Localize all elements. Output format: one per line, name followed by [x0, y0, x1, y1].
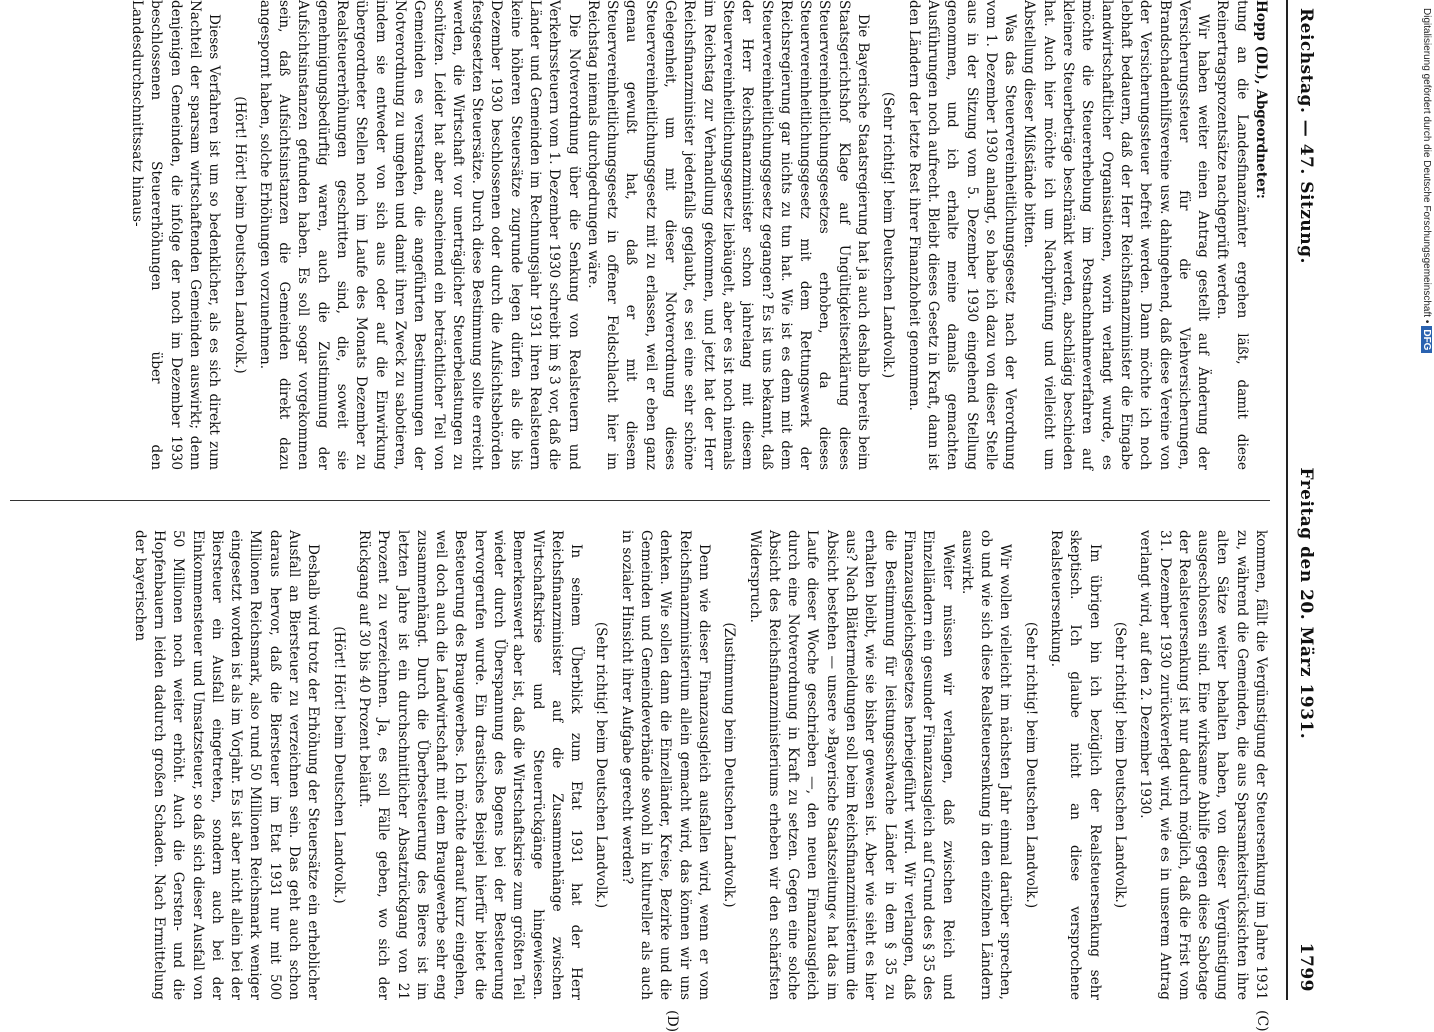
paragraph: In seinem Überblick zum Etat 1931 hat der Herr Reichsfinanzminister auf die Zusammenhänge zwischen Wirtschaftskrise und Steuerrückgänge hingewiesen. Bemerkenswert aber ist, daß die Wirtschaftskrise zum größten Teil wieder durch Überspannung des Bogens bei der Besteuerung hervorgerufen wurde. Ein drastisches Beispiel hierfür bietet die Besteuerung des Braugewerbes. Ich möchte darauf kurz eingehen, weil doch auch die Landwirtschaft mit dem Braugewerbe sehr eng zusammenhängt. Durch die Überbesteuerung des Bieres ist im letzten Jahre ist ein durchschnittlicher Absatzrückgang von 21 Prozent zu verzeichnen. Ja, es soll Fälle geben, wo sich der Rückgang auf 30 bis 40 Prozent beläuft. — [355, 530, 585, 1000]
paragraph: tung an die Landesfinanzämter ergehen läßt, damit diese Reinertragsprozentsätze nachgeprüft werden. — [1214, 0, 1250, 470]
credit-label: Digitalisierung gefördert durch die Deutsche Forschungsgemeinschaft • — [1421, 8, 1432, 324]
interjection: (Sehr richtig! beim Deutschen Landvolk.) — [1022, 621, 1039, 909]
interjection: (Zustimmung beim Deutschen Landvolk.) — [721, 622, 738, 908]
dfg-logo: DFG — [1421, 326, 1432, 353]
paragraph: Weiter müssen wir verlangen, daß zwischen Reich und Einzelländern ein gesunder Finanzausgleich auf Grund des § 35 des Finanzausgleichsgesetzes herbeigeführt wird. Wir verlangen, daß die Bestimmung für leistungsschwache Länder in dem § 35 zu erhalten bleibt, wie sie bisher gewesen ist. Aber wie sieht es hier aus? Nach Blättermeldungen soll beim Reichsfinanzministerium die Absicht bestehen — unsere »Bayerische Staatszeitung« hat das im Laufe dieser Woche geschrieben —, den neuen Finanzausgleich durch eine Notverordnung in Kraft zu setzen. Gegen eine solche Absicht des Reichsfinanzministeriums erheben wir den schärfsten Widerspruch. — [746, 530, 956, 1000]
paragraph: Die Notverordnung über die Senkung von Realsteuern und Verkehrssteuern vom 1. Dezember 1930 schreibt im § 3 vor, daß die Länder und Gemeinden im Rechnungsjahr 1931 ihren Realsteuern keine höheren Steuersätze zugrunde legen dürfen als die bis Dezember 1930 beschlossenen oder durch die Aufsichtsbehörden festgesetzten Steuersätze. Durch diese Bestimmung sollte erreicht werden, die Wirtschaft vor unerträglicher Steuerbelastungen zu schützen. Leider hat aber anscheinend ein beträchtlicher Teil von Gemeinden es verstanden, die angeführten Bestimmungen der Notverordnung zu umgehen und damit ihren Zweck zu sabotieren, indem sie entweder von sich aus oder auf die Einwirkung übergeordneter Stellen noch im Laufe des Monats Dezember zu Realsteuererhöhungen geschritten sind, die, soweit sie genehmigungsbedürftig waren, auch die Zustimmung der Aufsichtsinstanzen gefunden haben. Es soll sogar vorgekommen sein, daß Aufsichtsinstanzen die Gemeinden direkt dazu angespornt haben, solche Erhöhungen vorzunehmen. — [256, 0, 582, 470]
header-left: Reichstag. — 47. Sitzung. — [1296, 8, 1316, 264]
paragraph: Wir wollen vielleicht im nächsten Jahr einmal darüber sprechen, ob und wie sich diese Realsteuersenkung in den einzelnen Ländern auswirkt. — [958, 530, 1014, 1000]
margin-marker-c: (C) — [1254, 1010, 1270, 1032]
interjection: (Sehr richtig! beim Deutschen Landvolk.) — [880, 91, 897, 379]
credit-text — [1421, 8, 1432, 988]
paragraph: Dieses Verfahren ist um so bedenklicher, als es sich direkt zum Nachteil der sparsam wirtschaftenden Gemeinden auswirkt; denn denjenigen Gemeinden, die infolge der noch im Dezember 1930 beschlossenen Steuererhöhungen über den Landesdurchschnittssatz hinaus- — [129, 0, 223, 470]
interjection: (Hört! Hört! beim Deutschen Landvolk.) — [330, 626, 347, 904]
interjection: (Sehr richtig! beim Deutschen Landvolk.) — [593, 621, 610, 909]
page-number: 1799 — [1296, 942, 1316, 992]
margin-marker-d: (D) — [664, 1010, 680, 1032]
left-column — [127, 0, 1270, 470]
paragraph: Denn wie dieser Finanzausgleich ausfallen wird, wenn er vom Reichsfinanzministerium allein gemacht wird, das können wir uns denken. Wie sollen dann die Einzelländer, Kreise, Bezirke und die Gemeinden und Gemeindeverbände sowohl in kultureller als auch in sozialer Hinsicht ihrer Aufgabe gerecht werden? — [618, 530, 712, 1000]
interjection: (Sehr richtig! beim Deutschen Landvolk.) — [1111, 621, 1128, 909]
paragraph: Die Bayerische Staatsregierung hat ja auch deshalb bereits beim Staatsgerichtshof Klage auf Ungültigkeitserklärung dieses Steuervereinheitlichungsgesetzes erhoben, da dieses Steuervereinheitlichungsgesetz mit dem Rettungswerk der Reichsregierung gar nichts zu tun hat. Wie ist es denn mit dem Steuervereinheitlichungsgesetz gegangen? Es ist uns bekannt, daß der Herr Reichsfinanzminister schon jahrelang mit diesem Steuervereinheitlichungsgesetz liebäugelt, aber es ist noch niemals im Reichstag zur Verhandlung gekommen, und jetzt hat der Herr Reichsfinanzminister jedenfalls geglaubt, es sei eine sehr schöne Gelegenheit, um mit dieser Notverordnung dieses Steuervereinheitlichungsgesetz mit zu erlassen, weil er eben ganz genau gewußt hat, daß er mit diesem Steuervereinheitlichungsgesetz in offener Feldschlacht hier im Reichstag niemals durchgedrungen wäre. — [584, 0, 872, 470]
paragraph: Was das Steuervereinheitlichungsgesetz nach der Verordnung vom 1. Dezember 1930 anlangt, so habe ich dazu von dieser Stelle aus in der Sitzung vom 5. Dezember 1930 eingehend Stellung genommen, und ich erhalte meine damals gemachten Ausführungen noch aufrecht. Bleibt dieses Gesetz in Kraft, dann ist den Ländern der letzte Rest ihrer Finanzhoheit genommen. — [905, 0, 1019, 470]
header-rule — [1286, 0, 1288, 1000]
paragraph: Deshalb wird trotz der Erhöhung der Steuersätze ein erheblicher Ausfall an Biersteuer zu verzeichnen sein. Das geht auch schon daraus hervor, daß die Biersteuer im Etat 1931 nur mit 500 Millionen Reichsmark, also rund 50 Millionen Reichsmark weniger eingesetzt worden ist als im Vorjahr. Es ist aber nicht allein bei der Biersteuer ein Ausfall eingetreten, sondern auch bei der Einkommensteuer und Umsatzsteuer, so daß sich dieser Ausfall von 50 Millionen noch weiter erhöht. Auch die Gersten- und die Hopfenbauern leiden dadurch großen Schaden. Nach Ermittelung der bayerischen — [131, 530, 322, 1000]
speaker-line: Hopp (DL), Abgeordneter: — [1253, 0, 1269, 199]
interjection: (Hört! Hört! beim Deutschen Landvolk.) — [231, 96, 248, 374]
paragraph: kommen, fällt die Vergünstigung der Steuersenkung im Jahre 1931 zu, während die Gemeinden, die aus Sparsamkeitsrücksichten ihre alten Sätze weiter behalten haben, von dieser Vergünstigung ausgeschlossen sind. Eine wirksame Abhilfe gegen diese Sabotage der Realsteuersenkung ist nur dadurch möglich, daß die Frist vom 31. Dezember 1930 zurückverlegt wird, wie es in unserem Antrag verlangt wird, auf den 2. Dezember 1930. — [1137, 530, 1269, 1000]
right-column — [129, 530, 1270, 1000]
paragraph: Wir haben weiter einen Antrag gestellt auf Änderung der Versicherungssteuer für die Viehversicherungen, Brandschadenhilfsvereine usw. dahingehend, daß diese Vereine von der Versicherungssteuer befreit werden. Dann möchte ich noch lebhaft bedauern, daß der Herr Reichsfinanzminister die Eingabe landwirtschaftlicher Organisationen, worin verlangt wurde, es möchte die Steuererhebung im Postnachnahmeverfahren auf kleinere Steuerbeträge beschränkt werden, abschlägig beschieden hat. Auch hier möchte ich um Nachprüfung und vielleicht um Abstellung dieser Mißstände bitten. — [1021, 0, 1212, 470]
running-head — [1292, 0, 1340, 1000]
column-divider — [10, 500, 1270, 501]
header-date: Freitag den 20. März 1931. — [1296, 467, 1316, 740]
paragraph: Im übrigen bin ich bezüglich der Realsteuersenkung sehr skeptisch. Ich glaube nicht an diese versprochene Realsteuersenkung. — [1048, 530, 1103, 1000]
digitization-credit — [1408, 8, 1432, 988]
